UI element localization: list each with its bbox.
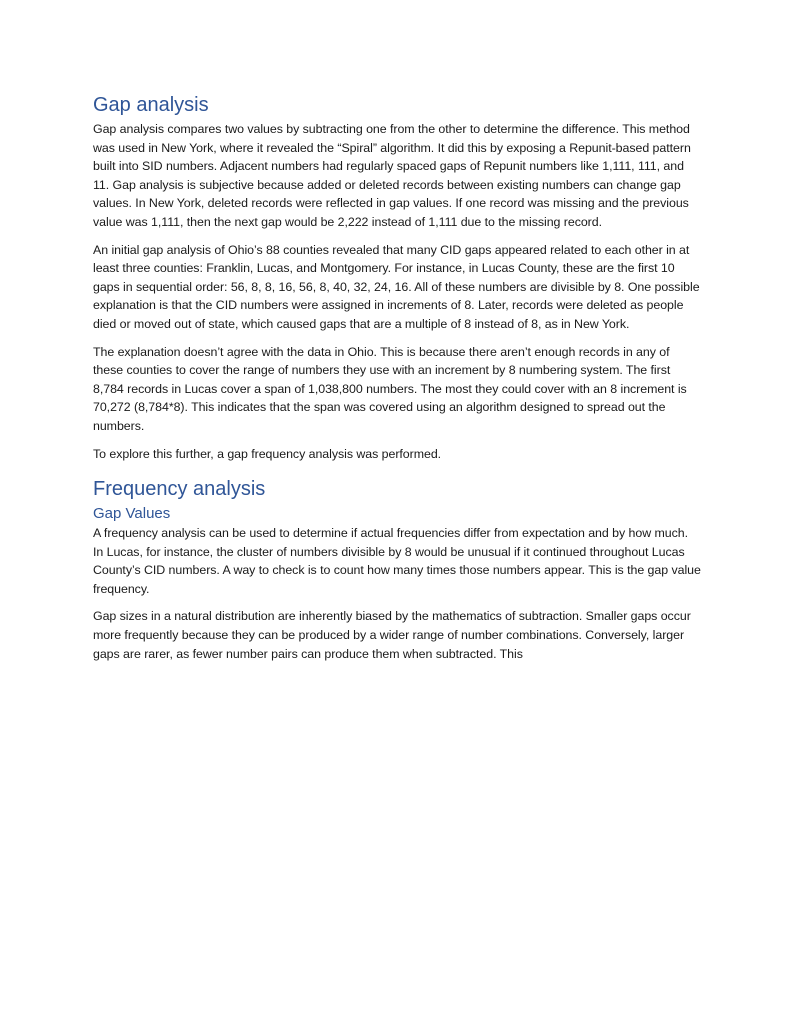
paragraph: An initial gap analysis of Ohio’s 88 counties revealed that many CID gaps appeared related to each other in at least three counties: Franklin, Lucas, and Montgomery. For instance, in Lucas County, these are the first 10 gaps in sequential order: 56, 8, 8, 16, 56, 8, 40, 32, 24, 16. All of these numbers are divisible by 8. One possible explanation is that the CID numbers were assigned in increments of 8. Later, records were deleted as people died or moved out of state, which caused gaps that are a multiple of 8 instead of 8, as in New York. [93,242,700,331]
paragraph: To explore this further, a gap frequency analysis was performed. [93,446,442,461]
paragraph: Gap analysis compares two values by subtracting one from the other to determine the difference. This method was used in New York, where it revealed the “Spiral” algorithm. It did this by exposing a Repunit-based pattern built into SID numbers. Adjacent numbers had regularly spaced gaps of Repunit numbers like 1,111, 111, and 11. Gap analysis is subjective because added or deleted records between existing numbers can change gap values. In New York, deleted records were reflected in gap values. If one record was missing and the previous value was 1,111, then the next gap would be 2,222 instead of 1,111 due to the missing record. [93,122,691,229]
frequency-analysis-section [93,476,701,663]
document-page [93,92,701,672]
gap-analysis-section [93,92,701,463]
paragraph: Gap sizes in a natural distribution are inherently biased by the mathematics of subtraction. Smaller gaps occur more frequently because they can be produced by a wider range of number combinations. Conversely, larger gaps are rarer, as fewer number pairs can produce them when subtracted. This [93,609,691,661]
paragraph: A frequency analysis can be used to determine if actual frequencies differ from expectation and by how much. In Lucas, for instance, the cluster of numbers divisible by 8 would be unusual if it continued throughout Lucas County’s CID numbers. A way to check is to count how many times those numbers appear. This is the gap value frequency. [93,526,701,596]
section-heading-gap-analysis: Gap analysis [93,94,209,116]
subsection-heading-gap-values: Gap Values [93,505,171,523]
paragraph: The explanation doesn’t agree with the data in Ohio. This is because there aren’t enough records in any of these counties to cover the range of numbers they use with an increment by 8 numbering system. The first 8,784 records in Lucas cover a span of 1,038,800 numbers. The most they could cover with an 8 increment is 70,272 (8,784*8). This indicates that the span was covered using an algorithm designed to spread out the numbers. [93,344,687,433]
section-heading-frequency-analysis: Frequency analysis [93,478,266,501]
